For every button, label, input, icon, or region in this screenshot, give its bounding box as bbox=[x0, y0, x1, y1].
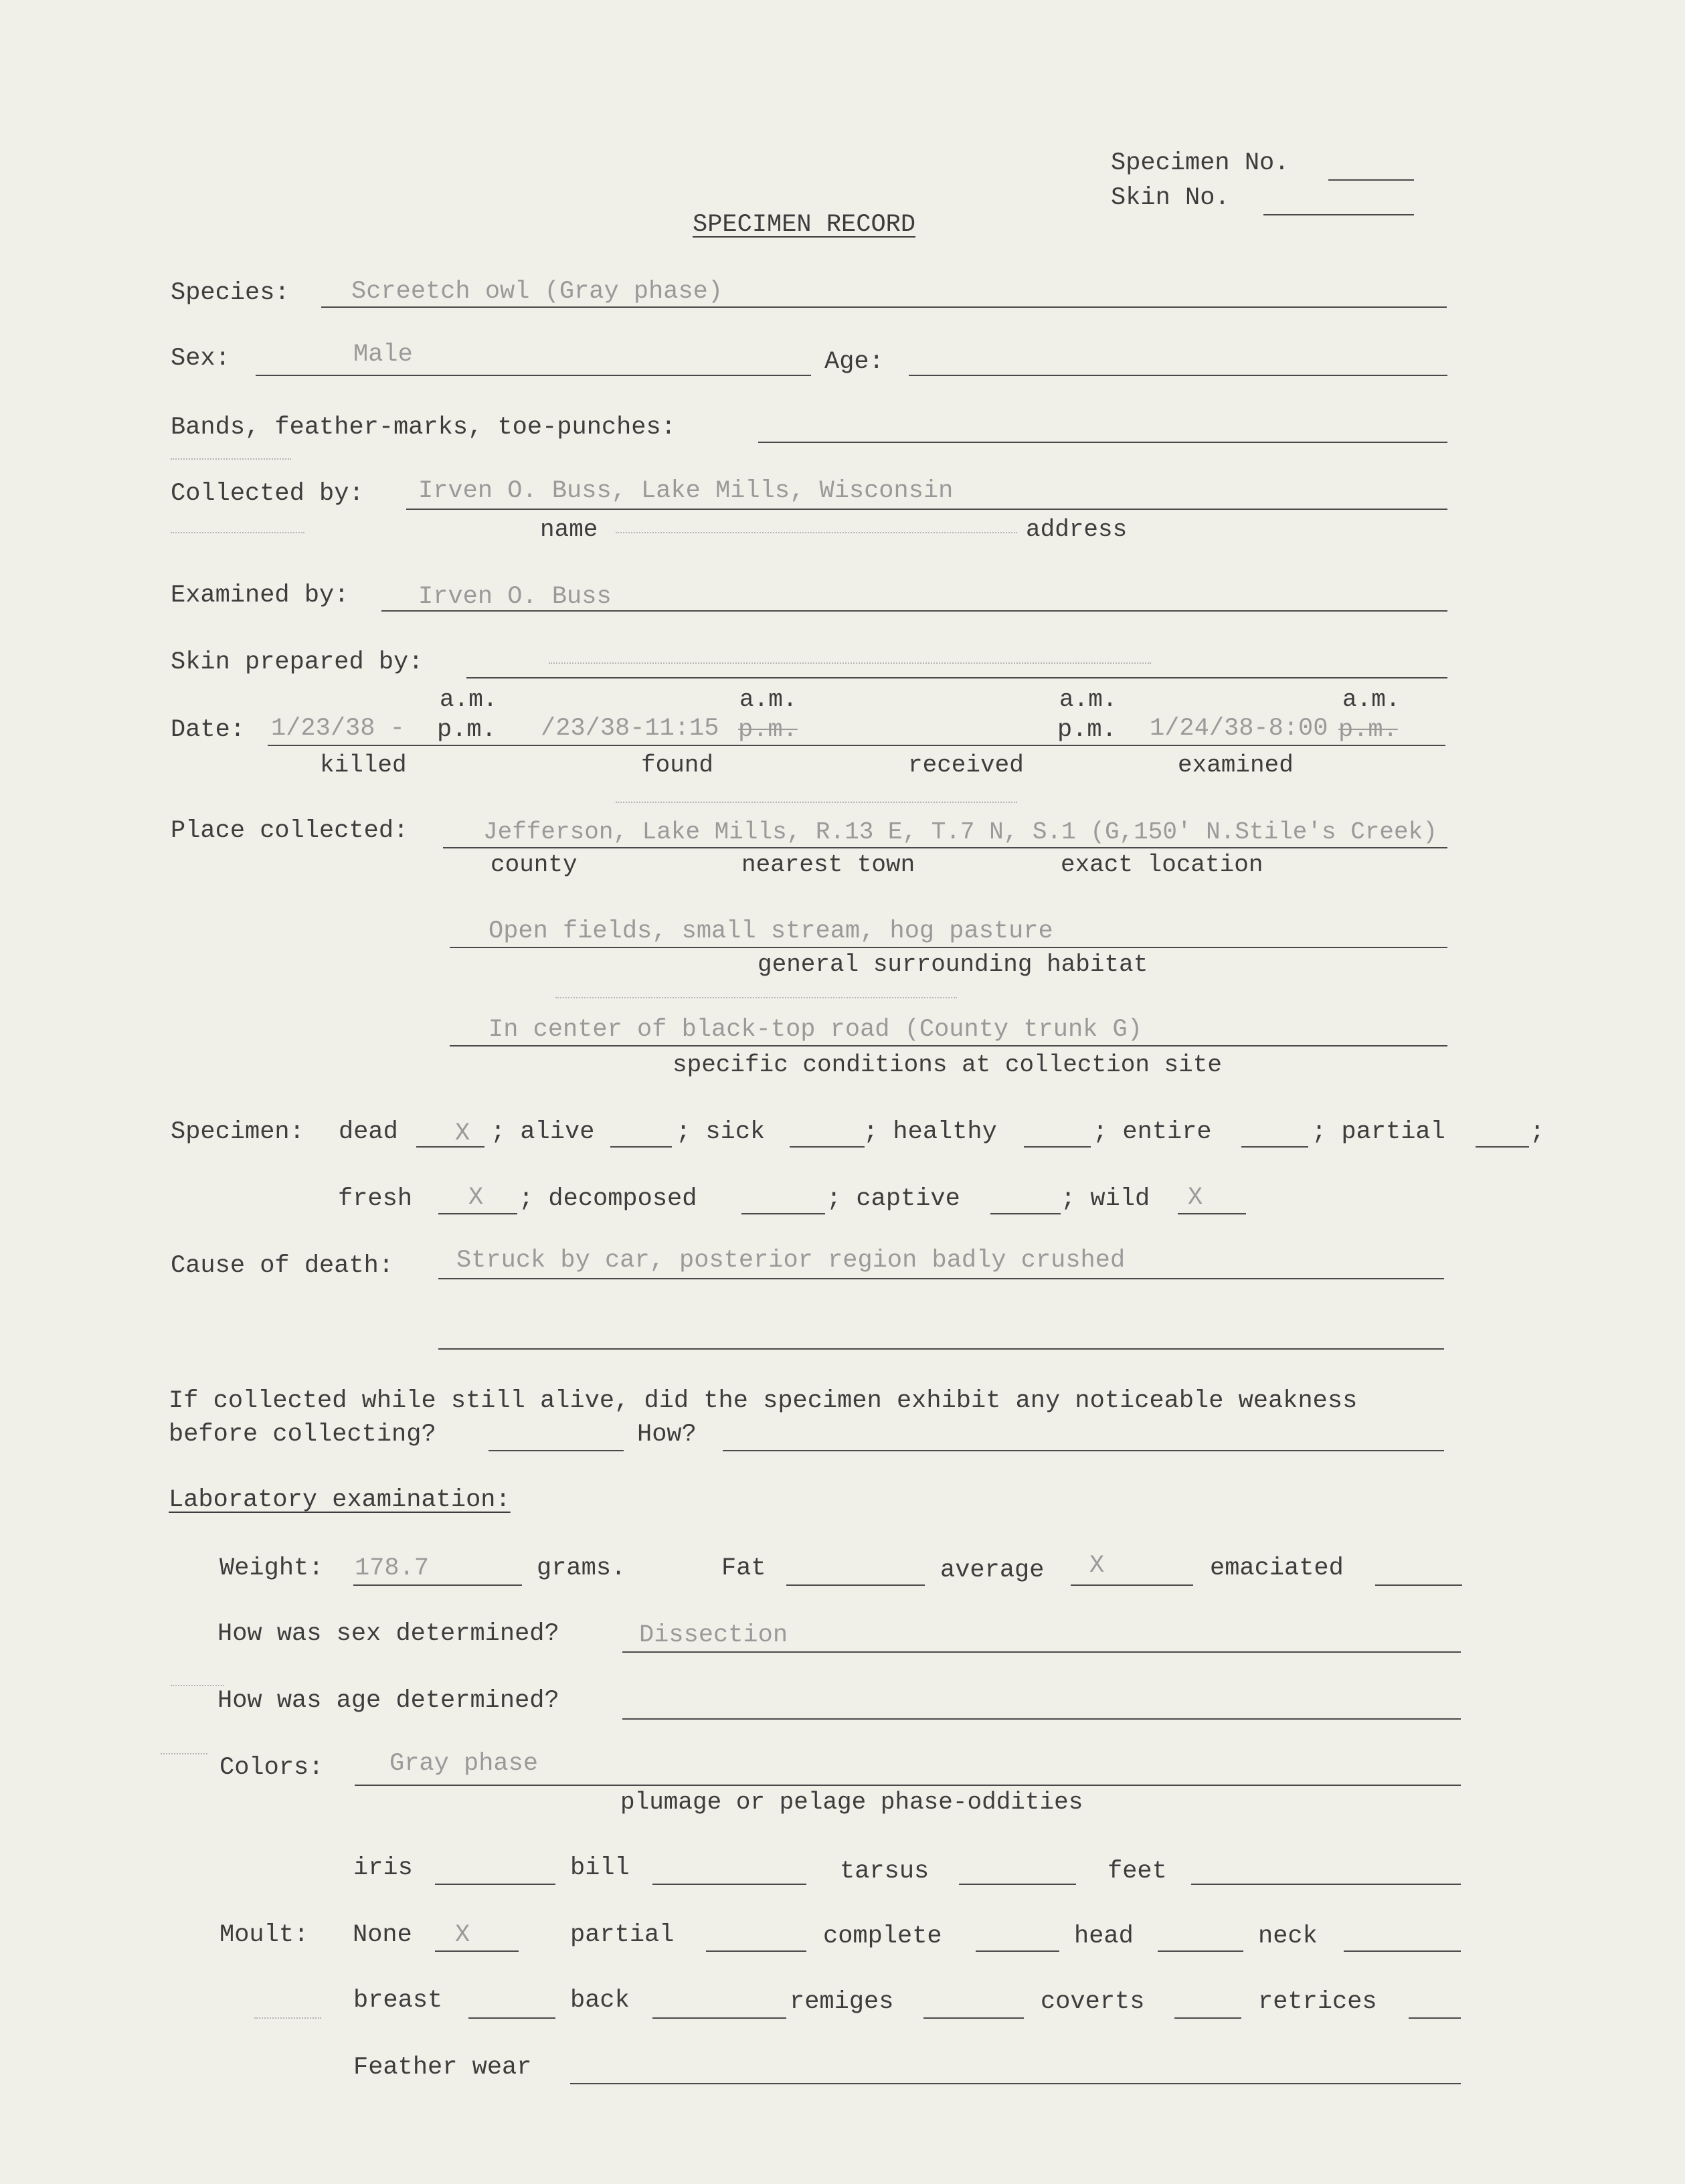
iris-label: iris bbox=[353, 1854, 413, 1882]
moult-complete-line[interactable] bbox=[976, 1950, 1059, 1952]
tarsus-line[interactable] bbox=[959, 1884, 1076, 1885]
species-value: Screetch owl (Gray phase) bbox=[351, 278, 723, 306]
habitat-line[interactable] bbox=[450, 947, 1447, 948]
specimen-dead-label: dead bbox=[339, 1118, 398, 1146]
date-am-examined: a.m. bbox=[1342, 686, 1401, 713]
collected-by-line[interactable] bbox=[406, 509, 1447, 510]
bill-line[interactable] bbox=[652, 1884, 806, 1885]
specimen-entire-label: ; entire bbox=[1093, 1118, 1212, 1146]
page-title: SPECIMEN RECORD bbox=[693, 211, 916, 239]
feet-line[interactable] bbox=[1191, 1884, 1461, 1885]
date-received-sublabel: received bbox=[908, 751, 1024, 779]
place-collected-label: Place collected: bbox=[171, 817, 409, 845]
specimen-row-end: ; bbox=[1530, 1118, 1545, 1146]
specimen-healthy-line[interactable] bbox=[1024, 1146, 1091, 1148]
specimen-sick-label: ; sick bbox=[676, 1118, 766, 1146]
skin-no-line[interactable] bbox=[1263, 214, 1414, 215]
back-label: back bbox=[570, 1987, 630, 2015]
skin-prepared-line[interactable] bbox=[466, 677, 1447, 678]
date-examined-sublabel: examined bbox=[1178, 751, 1294, 779]
back-line[interactable] bbox=[652, 2017, 786, 2019]
feet-label: feet bbox=[1107, 1857, 1167, 1886]
moult-label: Moult: bbox=[219, 1921, 309, 1949]
moult-head-line[interactable] bbox=[1158, 1950, 1243, 1952]
emaciated-label: emaciated bbox=[1210, 1554, 1344, 1582]
bleed-through-mark bbox=[616, 802, 1017, 803]
moult-complete-label: complete bbox=[823, 1922, 942, 1950]
place-county-sublabel: county bbox=[491, 851, 578, 879]
specimen-wild-value: X bbox=[1188, 1184, 1203, 1212]
specimen-label: Specimen: bbox=[171, 1118, 304, 1146]
specimen-fresh-label: fresh bbox=[338, 1185, 413, 1213]
moult-none-label: None bbox=[353, 1921, 412, 1949]
date-found-value: /23/38-11:15 bbox=[541, 715, 719, 743]
bleed-through-mark bbox=[161, 1753, 207, 1754]
bleed-through-mark bbox=[171, 458, 291, 460]
emaciated-line[interactable] bbox=[1375, 1584, 1462, 1586]
weakness-how-line[interactable] bbox=[723, 1450, 1444, 1451]
age-determined-line[interactable] bbox=[622, 1718, 1461, 1720]
specimen-alive-label: ; alive bbox=[491, 1118, 595, 1146]
fat-label: Fat bbox=[721, 1554, 766, 1582]
specimen-no-line[interactable] bbox=[1328, 179, 1414, 181]
grams-label: grams. bbox=[537, 1554, 626, 1582]
specimen-wild-line[interactable] bbox=[1178, 1213, 1246, 1214]
moult-head-label: head bbox=[1074, 1922, 1134, 1950]
tarsus-label: tarsus bbox=[840, 1857, 929, 1886]
sex-line[interactable] bbox=[256, 375, 811, 376]
fat-line[interactable] bbox=[786, 1584, 925, 1586]
bleed-through-mark bbox=[555, 997, 957, 998]
date-am-found: a.m. bbox=[739, 686, 798, 713]
moult-none-value: X bbox=[455, 1921, 470, 1949]
bleed-through-mark bbox=[171, 532, 304, 533]
bands-line[interactable] bbox=[758, 442, 1447, 443]
place-town-sublabel: nearest town bbox=[741, 851, 915, 879]
cause-of-death-line-1[interactable] bbox=[438, 1278, 1444, 1279]
species-line[interactable] bbox=[321, 306, 1447, 308]
habitat-sublabel: general surrounding habitat bbox=[758, 951, 1148, 978]
bleed-through-mark bbox=[254, 2017, 321, 2019]
bands-label: Bands, feather-marks, toe-punches: bbox=[171, 414, 676, 442]
weakness-question-line2: before collecting? bbox=[169, 1421, 436, 1449]
colors-label: Colors: bbox=[219, 1754, 324, 1782]
bleed-through-mark bbox=[171, 1685, 224, 1686]
date-label: Date: bbox=[171, 716, 246, 744]
habitat-value: Open fields, small stream, hog pasture bbox=[489, 917, 1053, 945]
place-location-sublabel: exact location bbox=[1061, 851, 1263, 879]
site-sublabel: specific conditions at collection site bbox=[673, 1051, 1222, 1079]
date-am-received: a.m. bbox=[1059, 686, 1118, 713]
skin-prepared-label: Skin prepared by: bbox=[171, 648, 424, 676]
cause-of-death-value: Struck by car, posterior region badly crushed bbox=[456, 1247, 1126, 1275]
examined-by-label: Examined by: bbox=[171, 581, 349, 610]
date-examined-value: 1/24/38-8:00 bbox=[1150, 715, 1328, 743]
specimen-fresh-line[interactable] bbox=[438, 1213, 517, 1214]
date-pm-received: p.m. bbox=[1057, 716, 1117, 744]
retrices-label: retrices bbox=[1258, 1988, 1377, 2016]
weight-value: 178.7 bbox=[355, 1554, 430, 1582]
weight-line[interactable] bbox=[353, 1584, 522, 1586]
date-pm-examined-struck: p.m. bbox=[1338, 716, 1398, 744]
sex-determined-line[interactable] bbox=[622, 1651, 1461, 1653]
specimen-decomposed-line[interactable] bbox=[741, 1213, 825, 1214]
specimen-dead-line[interactable] bbox=[416, 1146, 484, 1148]
average-label: average bbox=[940, 1556, 1045, 1584]
sex-determined-label: How was sex determined? bbox=[217, 1620, 559, 1648]
specimen-decomposed-label: ; decomposed bbox=[519, 1185, 697, 1213]
feather-wear-line[interactable] bbox=[570, 2083, 1461, 2084]
weight-label: Weight: bbox=[219, 1554, 324, 1582]
coverts-label: coverts bbox=[1041, 1988, 1145, 2016]
colors-line[interactable] bbox=[355, 1785, 1461, 1786]
date-pm-found-struck: p.m. bbox=[738, 716, 798, 744]
skin-no-label: Skin No. bbox=[1111, 184, 1230, 212]
site-value: In center of black-top road (County trunk G) bbox=[489, 1016, 1142, 1044]
bleed-through-mark bbox=[549, 662, 1151, 664]
specimen-healthy-label: ; healthy bbox=[863, 1118, 997, 1146]
lab-heading: Laboratory examination: bbox=[169, 1486, 511, 1514]
moult-partial-line[interactable] bbox=[706, 1950, 806, 1952]
sex-value: Male bbox=[353, 341, 413, 369]
specimen-wild-label: ; wild bbox=[1061, 1185, 1150, 1213]
colors-value: Gray phase bbox=[389, 1750, 539, 1778]
date-killed-value: 1/23/38 - bbox=[271, 715, 405, 743]
bill-label: bill bbox=[570, 1854, 630, 1882]
specimen-captive-label: ; captive bbox=[826, 1185, 960, 1213]
collected-by-label: Collected by: bbox=[171, 480, 364, 508]
place-collected-line[interactable] bbox=[443, 847, 1447, 848]
bleed-through-mark bbox=[616, 532, 1017, 533]
specimen-fresh-value: X bbox=[468, 1184, 484, 1212]
moult-neck-line[interactable] bbox=[1344, 1950, 1461, 1952]
cause-of-death-label: Cause of death: bbox=[171, 1252, 394, 1280]
colors-sublabel: plumage or pelage phase-oddities bbox=[620, 1789, 1083, 1816]
collected-by-address-sublabel: address bbox=[1026, 516, 1128, 543]
date-killed-sublabel: killed bbox=[320, 751, 407, 779]
specimen-dead-value: X bbox=[455, 1119, 470, 1148]
specimen-partial-label: ; partial bbox=[1312, 1118, 1445, 1146]
age-line[interactable] bbox=[909, 375, 1447, 376]
site-line[interactable] bbox=[450, 1045, 1447, 1046]
iris-line[interactable] bbox=[435, 1884, 555, 1885]
retrices-line[interactable] bbox=[1409, 2017, 1461, 2019]
remiges-line[interactable] bbox=[923, 2017, 1024, 2019]
collected-by-name-sublabel: name bbox=[540, 516, 598, 543]
weakness-how-label: How? bbox=[637, 1421, 697, 1449]
sex-determined-value: Dissection bbox=[639, 1621, 788, 1649]
coverts-line[interactable] bbox=[1174, 2017, 1241, 2019]
place-collected-value: Jefferson, Lake Mills, R.13 E, T.7 N, S.1 (G,150' N.Stile's Creek) bbox=[483, 818, 1437, 846]
feather-wear-label: Feather wear bbox=[353, 2054, 532, 2082]
remiges-label: remiges bbox=[790, 1988, 894, 2016]
cause-of-death-line-2[interactable] bbox=[438, 1348, 1444, 1350]
specimen-no-label: Specimen No. bbox=[1111, 149, 1290, 177]
age-determined-label: How was age determined? bbox=[217, 1687, 559, 1715]
species-label: Species: bbox=[171, 279, 290, 307]
weakness-question-line1: If collected while still alive, did the specimen exhibit any noticeable weakness bbox=[169, 1387, 1358, 1415]
age-label: Age: bbox=[824, 348, 884, 376]
moult-neck-label: neck bbox=[1258, 1922, 1318, 1950]
breast-line[interactable] bbox=[468, 2017, 555, 2019]
weakness-answer-line[interactable] bbox=[489, 1450, 624, 1451]
specimen-entire-line[interactable] bbox=[1241, 1146, 1308, 1148]
collected-by-value: Irven O. Buss, Lake Mills, Wisconsin bbox=[418, 477, 954, 505]
specimen-alive-line[interactable] bbox=[610, 1146, 672, 1148]
date-am-killed: a.m. bbox=[440, 686, 498, 713]
examined-by-line[interactable] bbox=[381, 610, 1447, 612]
specimen-captive-line[interactable] bbox=[990, 1213, 1061, 1214]
examined-by-value: Irven O. Buss bbox=[418, 583, 612, 611]
moult-partial-label: partial bbox=[570, 1921, 675, 1949]
specimen-partial-line[interactable] bbox=[1476, 1146, 1529, 1148]
date-found-sublabel: found bbox=[641, 751, 714, 779]
breast-label: breast bbox=[353, 1987, 443, 2015]
average-value: X bbox=[1089, 1552, 1105, 1580]
date-pm-killed: p.m. bbox=[437, 716, 497, 744]
average-line[interactable] bbox=[1071, 1584, 1193, 1586]
moult-none-line[interactable] bbox=[435, 1950, 519, 1952]
sex-label: Sex: bbox=[171, 345, 230, 373]
date-line[interactable] bbox=[268, 745, 1445, 746]
specimen-sick-line[interactable] bbox=[790, 1146, 865, 1148]
